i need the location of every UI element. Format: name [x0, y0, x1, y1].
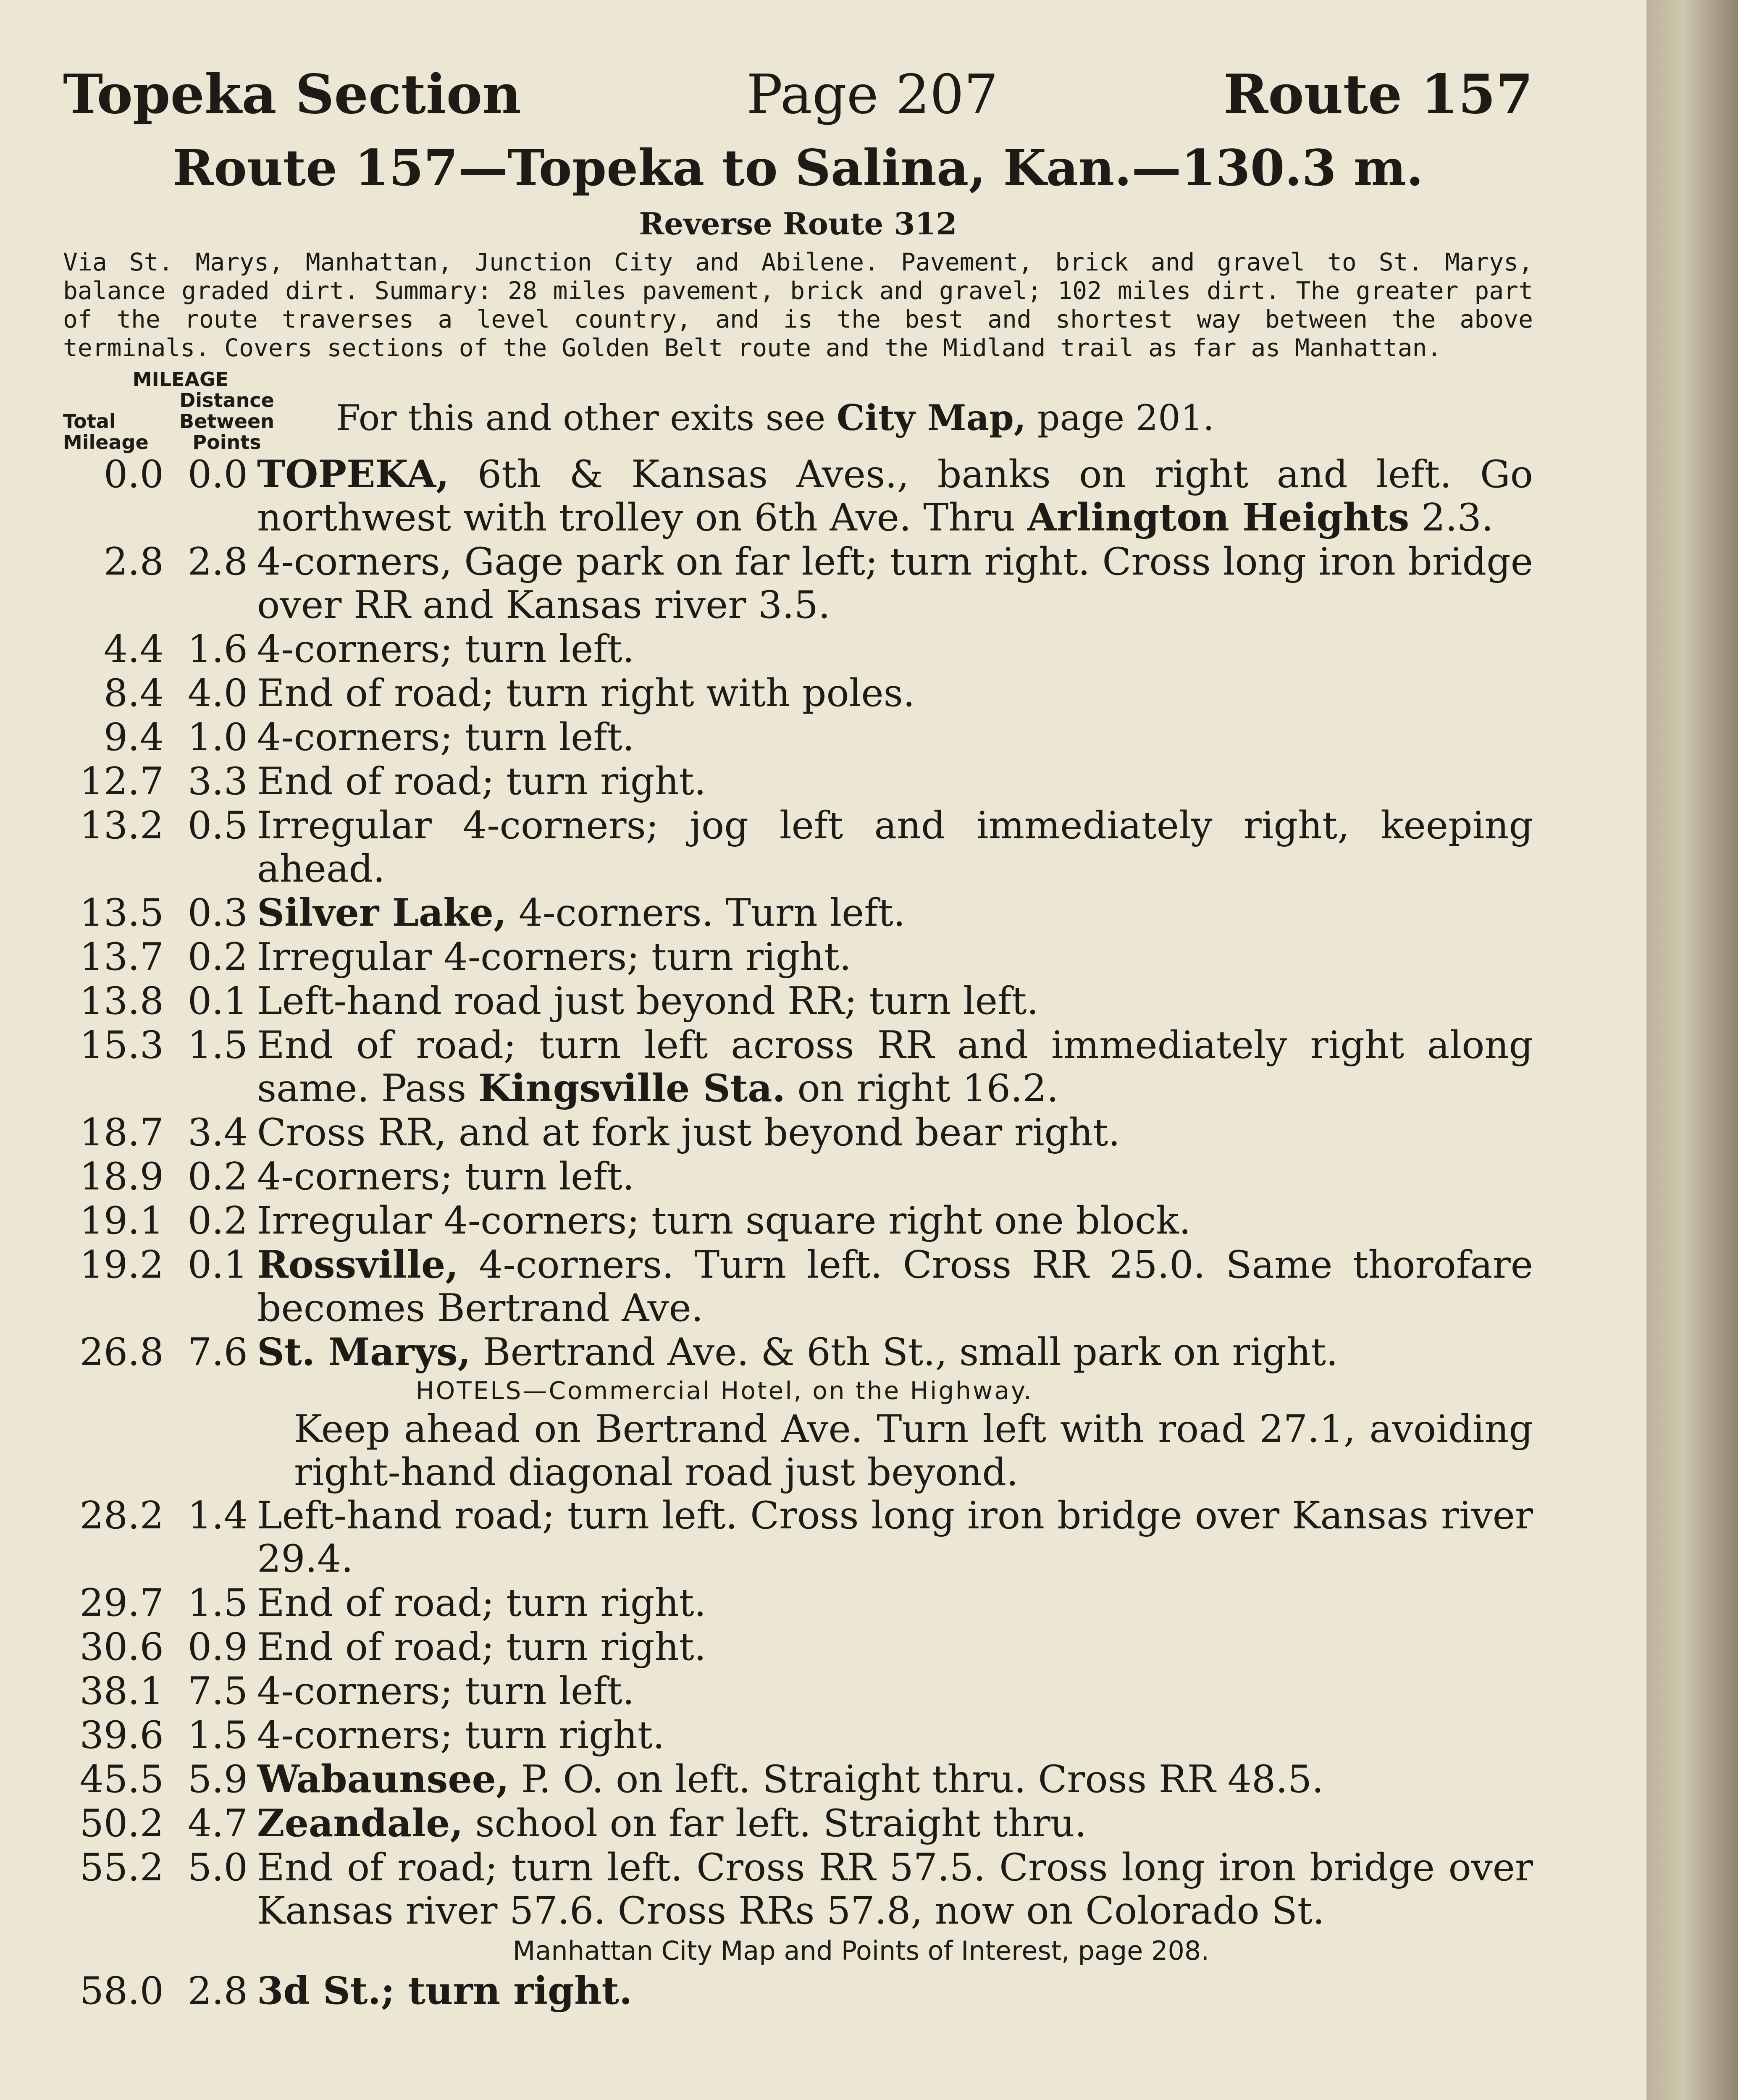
distance-between: 0.1	[187, 979, 248, 1023]
city-map-note: For this and other exits see City Map, page 201.	[336, 397, 1214, 438]
direction-row	[63, 1155, 1533, 1198]
direction-row	[63, 760, 1533, 803]
direction-text: St. Marys, Bertrand Ave. & 6th St., small park on right.	[257, 1330, 1338, 1374]
distance-between: 0.2	[187, 935, 248, 979]
direction-text: Zeandale, school on far left. Straight thru.	[257, 1801, 1087, 1845]
distance-between: 2.8	[187, 1969, 248, 2013]
direction-row	[63, 1670, 1533, 1713]
direction-row	[63, 1846, 1533, 1932]
distance-between: 0.2	[187, 1199, 248, 1243]
direction-row	[63, 716, 1533, 759]
direction-row	[63, 1111, 1533, 1154]
total-mileage: 8.4	[103, 671, 164, 715]
direction-text: 4-corners; turn left.	[257, 1669, 635, 1713]
direction-text: 4-corners; turn right.	[257, 1713, 665, 1757]
mileage-label: Mileage	[63, 431, 149, 454]
direction-row	[63, 891, 1533, 934]
total-mileage: 28.2	[79, 1494, 164, 1538]
direction-row	[63, 1625, 1533, 1669]
mileage-header	[63, 368, 1533, 454]
total-mileage: 15.3	[79, 1023, 164, 1067]
mileage-title: MILEAGE	[132, 368, 229, 391]
manhattan-map-note: Manhattan City Map and Points of Interest, page 208.	[512, 1935, 1210, 1966]
direction-row	[63, 1024, 1533, 1110]
total-mileage: 50.2	[79, 1801, 164, 1845]
total-mileage: 2.8	[103, 540, 164, 584]
direction-text: 4-corners; turn left.	[257, 627, 635, 671]
direction-row	[63, 1494, 1533, 1580]
direction-row	[63, 453, 1533, 539]
distance-between: 3.4	[187, 1110, 248, 1155]
direction-text: TOPEKA, 6th & Kansas Aves., banks on right and left. Go northwest with trolley on 6th Ave. Thru Arlington Heights 2.3.	[257, 452, 1533, 540]
route-title: Route 157—Topeka to Salina, Kan.—130.3 m.	[173, 139, 1423, 197]
direction-text: End of road; turn left. Cross RR 57.5. Cross long iron bridge over Kansas river 57.6. Cross RRs 57.8, now on Colorado St.	[257, 1845, 1533, 1933]
distance-between: 1.5	[187, 1023, 248, 1067]
direction-row	[63, 627, 1533, 671]
total-mileage: 55.2	[79, 1845, 164, 1890]
distance-between: 1.0	[187, 715, 248, 759]
distance-between: 4.0	[187, 671, 248, 715]
route-summary: Via St. Marys, Manhattan, Junction City and Abilene. Pavement, brick and gravel to St. Marys, balance graded dirt. Summary: 28 miles pavement, brick and gravel; 102 miles dirt. The greater part of the route traverses a level country, and is the best and shortest way between the above terminals. Covers sections of the Golden Belt route and the Midland trail as far as Manhattan.	[63, 248, 1533, 362]
distance-between: 0.1	[187, 1243, 248, 1287]
direction-text: Cross RR, and at fork just beyond bear right.	[257, 1110, 1120, 1155]
direction-row	[63, 672, 1533, 715]
total-mileage: 9.4	[103, 715, 164, 759]
page-edges	[1646, 0, 1738, 2100]
direction-text: Irregular 4-corners; jog left and immediately right, keeping ahead.	[257, 803, 1533, 891]
distance-between: 0.5	[187, 803, 248, 848]
direction-text: Left-hand road just beyond RR; turn left.	[257, 979, 1039, 1023]
distance-between: 5.9	[187, 1757, 248, 1801]
page-number: Page 207	[746, 63, 998, 126]
direction-row	[63, 540, 1533, 627]
total-mileage: 39.6	[79, 1713, 164, 1757]
direction-text: End of road; turn right with poles.	[257, 671, 915, 715]
reverse-route: Reverse Route 312	[639, 206, 957, 242]
total-mileage: 29.7	[79, 1581, 164, 1625]
total-mileage: 26.8	[79, 1330, 164, 1374]
distance-between: 1.5	[187, 1581, 248, 1625]
direction-text: Irregular 4-corners; turn right.	[257, 935, 852, 979]
direction-text: Wabaunsee, P. O. on left. Straight thru. Cross RR 48.5.	[257, 1757, 1324, 1801]
st-marys-continuation: Keep ahead on Bertrand Ave. Turn left with road 27.1, avoiding right-hand diagonal road just beyond.	[294, 1407, 1533, 1494]
total-mileage: 19.2	[79, 1243, 164, 1287]
distance-between: 7.6	[187, 1330, 248, 1374]
direction-row	[63, 1331, 1533, 1374]
direction-row	[63, 1969, 1533, 2013]
direction-text: Left-hand road; turn left. Cross long iron bridge over Kansas river 29.4.	[257, 1494, 1533, 1581]
distance-between: 4.7	[187, 1801, 248, 1845]
direction-text: 3d St.; turn right.	[257, 1969, 633, 2013]
direction-text: 4-corners; turn left.	[257, 1155, 635, 1199]
hotels-note: HOTELS—Commercial Hotel, on the Highway.	[416, 1376, 1033, 1405]
running-header	[63, 63, 1533, 134]
between-label: Between	[179, 410, 274, 433]
direction-text: Silver Lake, 4-corners. Turn left.	[257, 890, 906, 935]
total-mileage: 13.5	[79, 891, 164, 935]
total-mileage: 13.8	[79, 979, 164, 1023]
directions-list	[63, 453, 1533, 1374]
distance-between: 0.9	[187, 1625, 248, 1669]
total-mileage: 13.2	[79, 803, 164, 848]
distance-between: 5.0	[187, 1845, 248, 1890]
distance-between: 7.5	[187, 1669, 248, 1713]
total-mileage: 0.0	[103, 452, 164, 496]
mileage-columns	[63, 369, 298, 453]
total-mileage: 45.5	[79, 1757, 164, 1801]
direction-text: Irregular 4-corners; turn square right one block.	[257, 1199, 1191, 1243]
total-mileage: 58.0	[79, 1969, 164, 2013]
direction-text: End of road; turn right.	[257, 1625, 706, 1669]
direction-text: End of road; turn right.	[257, 759, 706, 803]
distance-between: 0.3	[187, 891, 248, 935]
direction-row	[63, 1199, 1533, 1242]
directions-list-continued	[63, 1494, 1533, 1932]
distance-between: 1.6	[187, 627, 248, 671]
route-label: Route 157	[1223, 63, 1533, 126]
direction-row	[63, 804, 1533, 890]
distance-label: Distance	[179, 389, 274, 412]
total-mileage: 18.7	[79, 1110, 164, 1155]
total-mileage: 30.6	[79, 1625, 164, 1669]
direction-text: 4-corners; turn left.	[257, 715, 635, 759]
page-content	[63, 63, 1533, 2013]
distance-between: 3.3	[187, 759, 248, 803]
total-mileage: 19.1	[79, 1199, 164, 1243]
total-mileage: 18.9	[79, 1155, 164, 1199]
direction-text: Rossville, 4-corners. Turn left. Cross RR 25.0. Same thorofare becomes Bertrand Ave.	[257, 1242, 1533, 1330]
direction-row	[63, 1243, 1533, 1330]
total-mileage: 38.1	[79, 1669, 164, 1713]
direction-row	[63, 1802, 1533, 1845]
section-label: Topeka Section	[63, 63, 522, 126]
distance-between: 1.4	[187, 1494, 248, 1538]
total-label: Total	[63, 410, 116, 433]
distance-between: 2.8	[187, 540, 248, 584]
direction-row	[63, 1758, 1533, 1801]
direction-row	[63, 1581, 1533, 1625]
direction-row	[63, 1714, 1533, 1757]
total-mileage: 12.7	[79, 759, 164, 803]
distance-between: 0.2	[187, 1155, 248, 1199]
points-label: Points	[192, 431, 261, 454]
direction-text: 4-corners, Gage park on far left; turn right. Cross long iron bridge over RR and Kansas river 3.5.	[257, 540, 1533, 627]
total-mileage: 4.4	[103, 627, 164, 671]
direction-text: End of road; turn right.	[257, 1581, 706, 1625]
direction-text: End of road; turn left across RR and immediately right along same. Pass Kingsville Sta. on right 16.2.	[257, 1023, 1533, 1110]
distance-between: 1.5	[187, 1713, 248, 1757]
distance-between: 0.0	[187, 452, 248, 496]
total-mileage: 13.7	[79, 935, 164, 979]
direction-row	[63, 979, 1533, 1023]
direction-row	[63, 935, 1533, 979]
